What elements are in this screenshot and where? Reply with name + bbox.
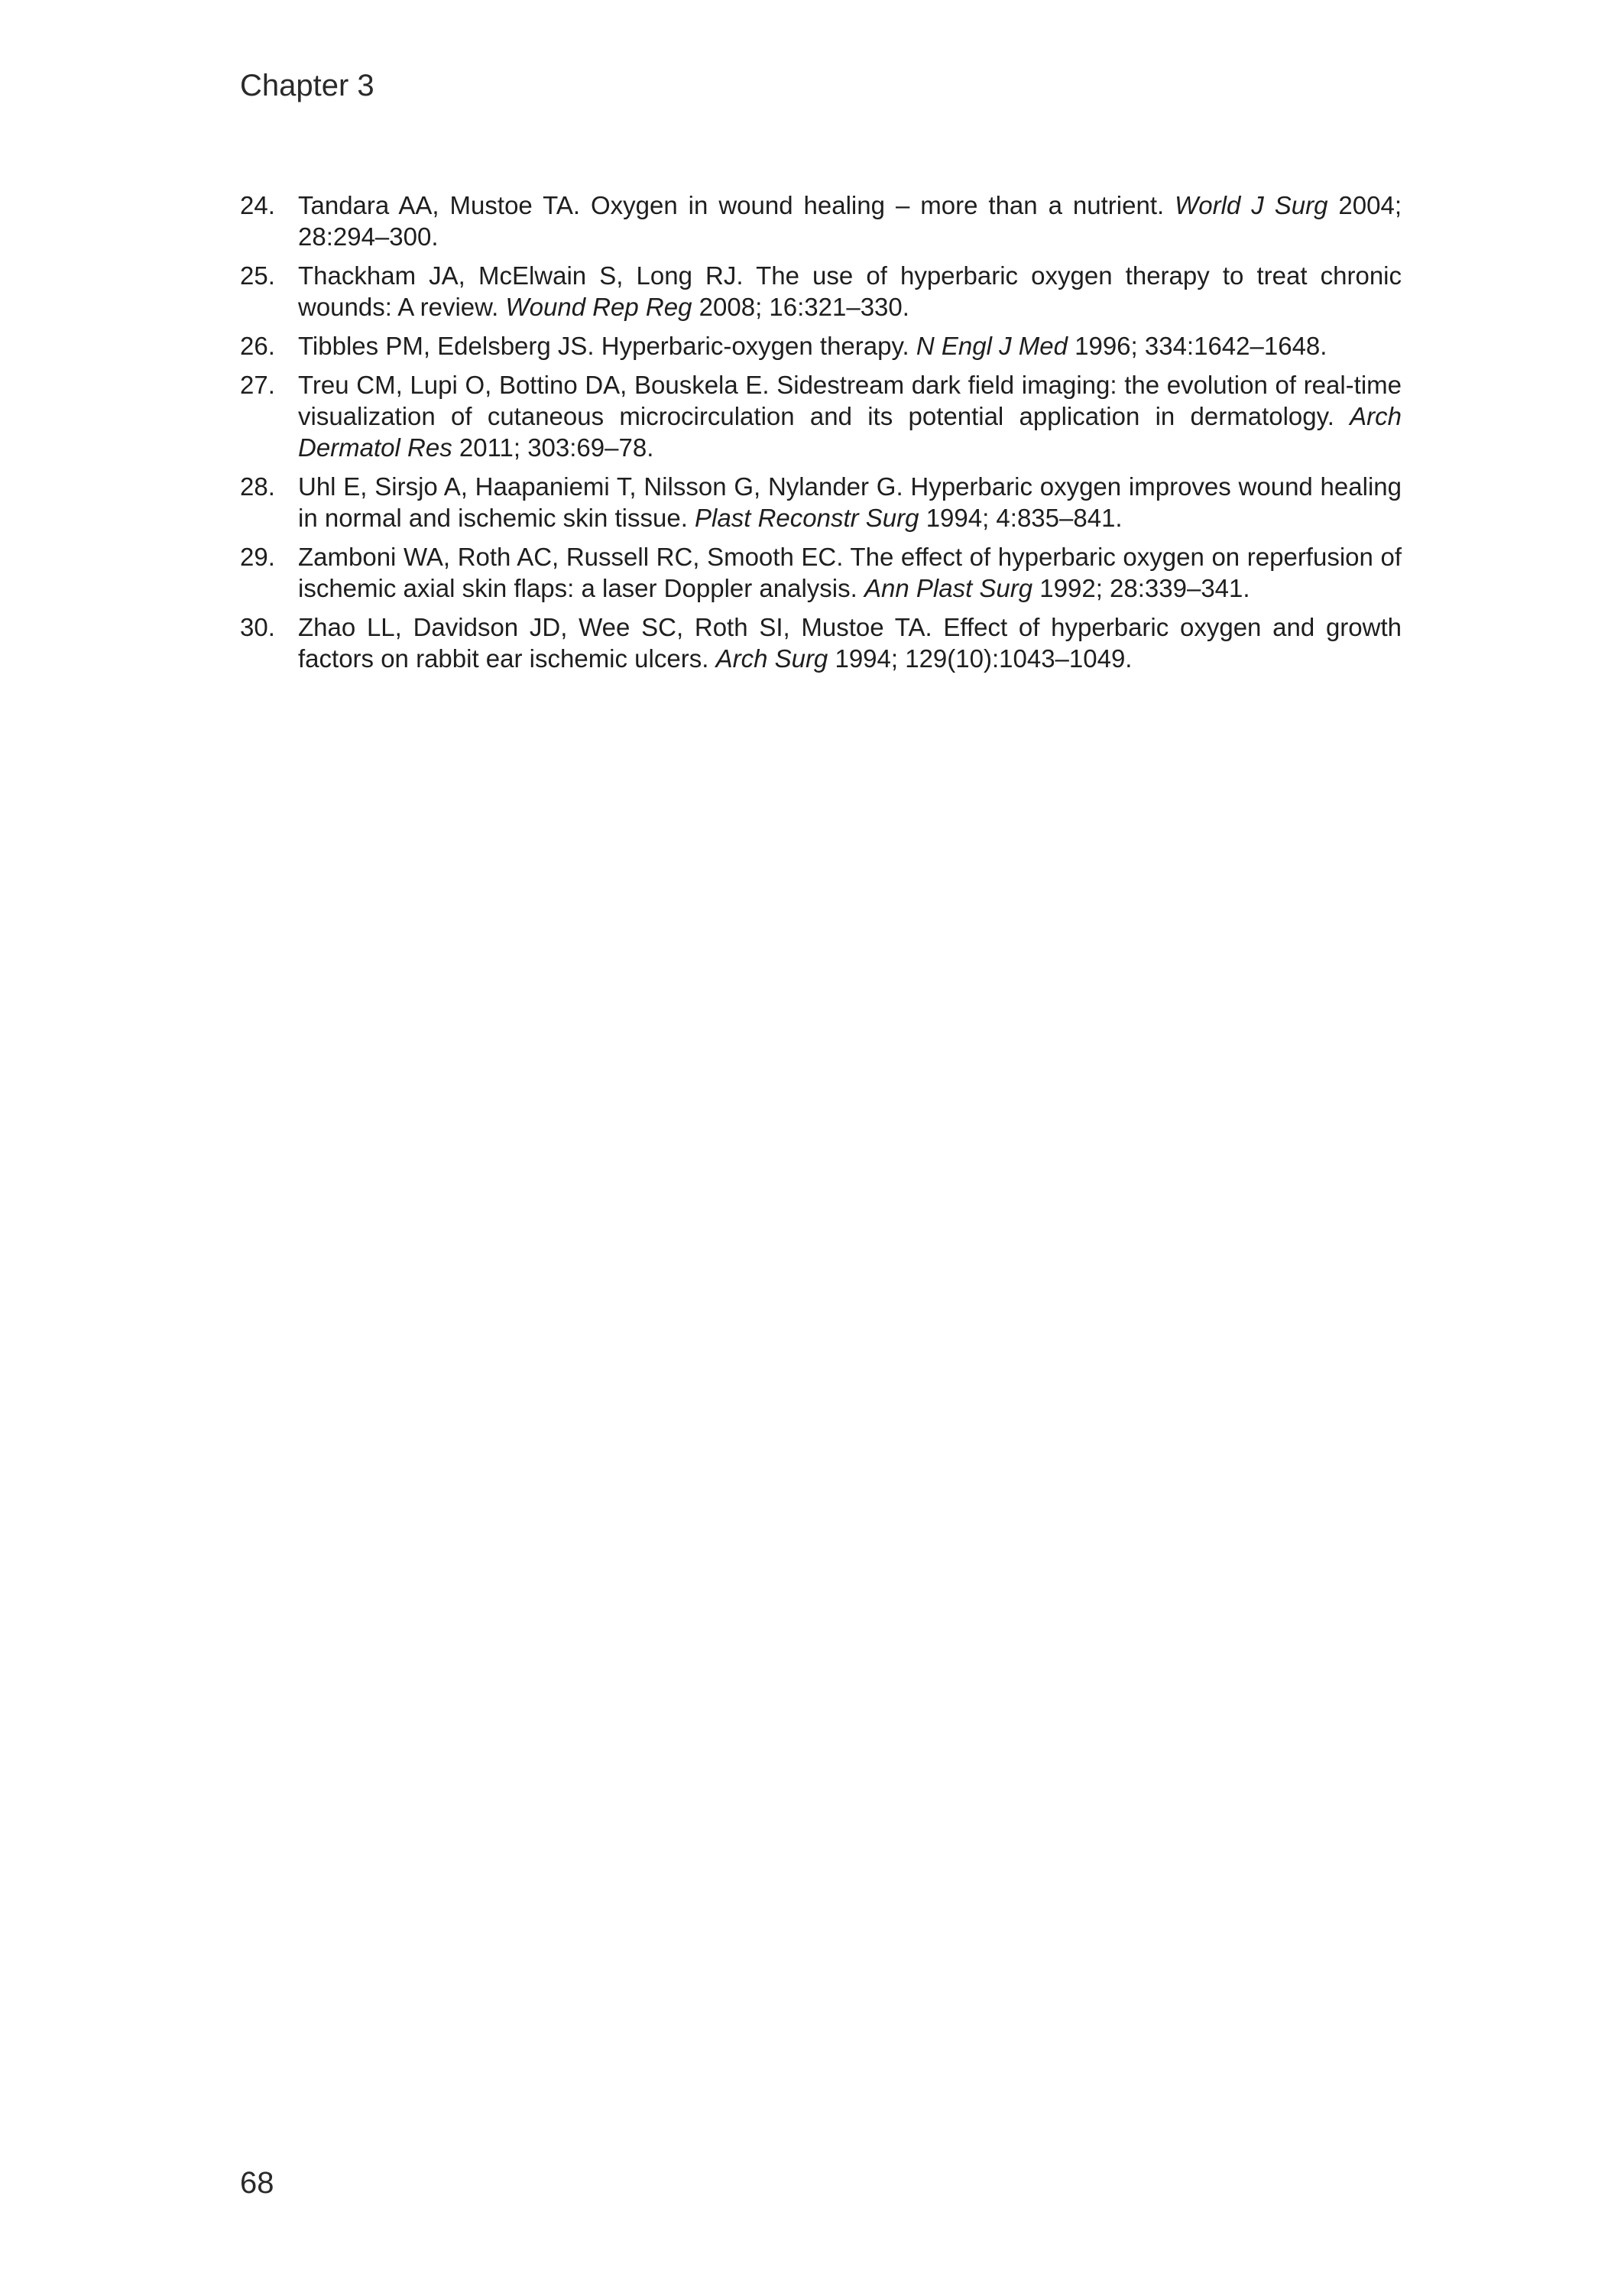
reference-text bbox=[298, 471, 1402, 534]
running-head: Chapter 3 bbox=[240, 69, 374, 102]
reference-authors-title: Treu CM, Lupi O, Bottino DA, Bouskela E. Sidestream dark field imaging: the evolution of real-time visualization of cutaneous microcirculation and its potential application in dermatology. bbox=[298, 371, 1402, 430]
reference-authors-title: Zamboni WA, Roth AC, Russell RC, Smooth EC. The effect of hyperbaric oxygen on reperfusion of ischemic axial skin flaps: a laser Doppler analysis. bbox=[298, 543, 1402, 602]
reference-item bbox=[240, 330, 1402, 362]
reference-number: 27. bbox=[240, 371, 275, 399]
reference-text bbox=[298, 330, 1402, 362]
reference-number: 29. bbox=[240, 543, 275, 571]
reference-item bbox=[240, 369, 1402, 463]
reference-citation: 1992; 28:339–341. bbox=[1039, 574, 1250, 602]
reference-text bbox=[298, 369, 1402, 463]
reference-journal: Plast Reconstr Surg bbox=[695, 504, 919, 532]
reference-journal: Wound Rep Reg bbox=[505, 293, 692, 321]
reference-text bbox=[298, 611, 1402, 674]
reference-journal: World J Surg bbox=[1175, 191, 1328, 219]
reference-number: 24. bbox=[240, 191, 275, 219]
reference-citation: 1996; 334:1642–1648. bbox=[1075, 332, 1327, 360]
reference-number: 30. bbox=[240, 613, 275, 641]
reference-authors-title: Thackham JA, McElwain S, Long RJ. The use of hyperbaric oxygen therapy to treat chronic wounds: A review. bbox=[298, 261, 1402, 321]
reference-journal: Arch Surg bbox=[715, 644, 828, 673]
reference-authors-title: Uhl E, Sirsjo A, Haapaniemi T, Nilsson G, Nylander G. Hyperbaric oxygen improves wound healing in normal and ischemic skin tissue. bbox=[298, 472, 1402, 532]
reference-item bbox=[240, 260, 1402, 323]
reference-number: 26. bbox=[240, 332, 275, 360]
reference-journal: Ann Plast Surg bbox=[864, 574, 1033, 602]
reference-authors-title: Tibbles PM, Edelsberg JS. Hyperbaric-oxygen therapy. bbox=[298, 332, 909, 360]
reference-journal: Arch Dermatol Res bbox=[298, 402, 1402, 462]
reference-item bbox=[240, 611, 1402, 674]
reference-text bbox=[298, 260, 1402, 323]
reference-citation: 2008; 16:321–330. bbox=[699, 293, 909, 321]
reference-authors-title: Zhao LL, Davidson JD, Wee SC, Roth SI, Mustoe TA. Effect of hyperbaric oxygen and growth factors on rabbit ear ischemic ulcers. bbox=[298, 613, 1402, 673]
reference-journal: N Engl J Med bbox=[916, 332, 1068, 360]
reference-citation: 2011; 303:69–78. bbox=[459, 433, 654, 462]
reference-text bbox=[298, 190, 1402, 252]
reference-authors-title: Tandara AA, Mustoe TA. Oxygen in wound healing – more than a nutrient. bbox=[298, 191, 1165, 219]
reference-number: 25. bbox=[240, 261, 275, 290]
page-number: 68 bbox=[240, 2166, 274, 2200]
reference-citation: 1994; 4:835–841. bbox=[925, 504, 1123, 532]
reference-list bbox=[240, 190, 1402, 682]
reference-item bbox=[240, 190, 1402, 252]
reference-text bbox=[298, 541, 1402, 604]
reference-item bbox=[240, 471, 1402, 534]
reference-number: 28. bbox=[240, 472, 275, 501]
reference-citation: 1994; 129(10):1043–1049. bbox=[835, 644, 1133, 673]
reference-citation: 2004; 28:294–300. bbox=[298, 191, 1402, 251]
reference-item bbox=[240, 541, 1402, 604]
